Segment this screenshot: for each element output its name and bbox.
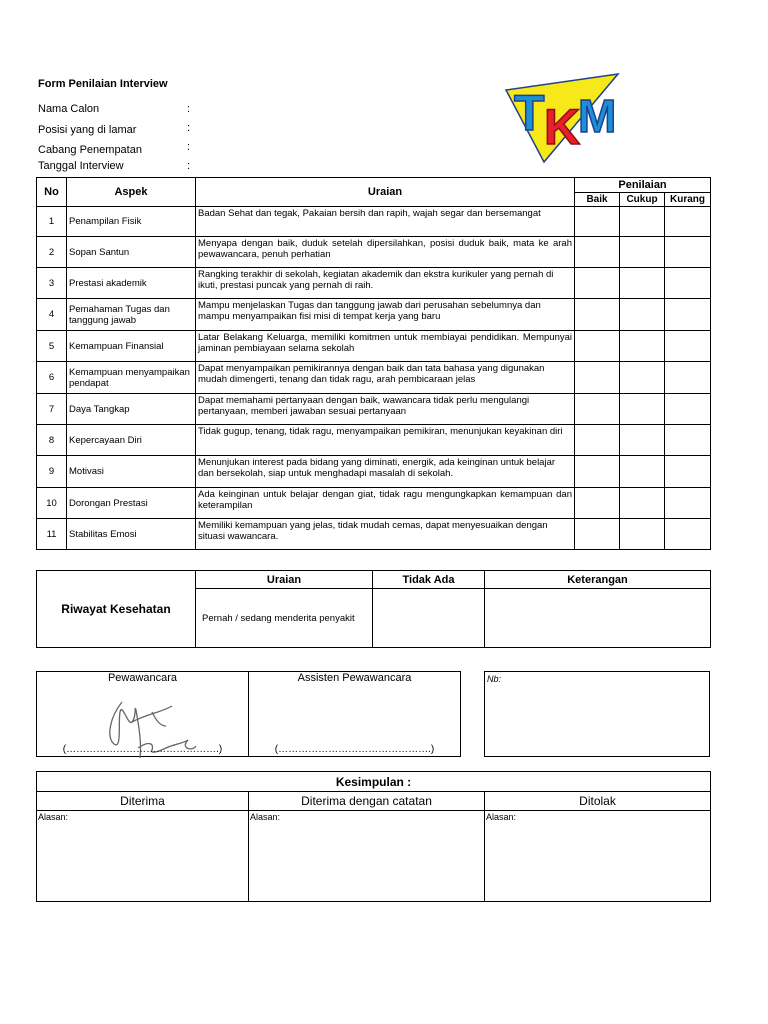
row-number: 6 — [37, 362, 67, 394]
row-uraian: Tidak gugup, tenang, tidak ragu, menyampaikan pemikiran, menunjukan keyakinan diri — [196, 425, 575, 456]
field-colon: : — [187, 103, 191, 115]
field-label-nama: Nama Calon — [38, 103, 100, 115]
score-cukup-cell[interactable] — [620, 425, 665, 456]
form-title: Form Penilaian Interview — [38, 78, 168, 90]
score-baik-cell[interactable] — [575, 425, 620, 456]
health-label: Riwayat Kesehatan — [37, 571, 196, 648]
score-cukup-cell[interactable] — [620, 299, 665, 331]
table-row — [37, 488, 711, 519]
header-baik: Baik — [575, 193, 620, 207]
option-ditolak[interactable]: Ditolak — [485, 792, 711, 811]
header-cukup: Cukup — [620, 193, 665, 207]
header-aspek: Aspek — [67, 178, 196, 207]
field-colon: : — [187, 122, 191, 134]
interviewer-signature-box[interactable] — [37, 672, 249, 757]
reason-label: Alasan: — [486, 812, 517, 822]
reason-box-ditolak[interactable] — [485, 811, 711, 902]
assistant-signature-box[interactable] — [249, 672, 461, 757]
score-kurang-cell[interactable] — [665, 519, 711, 550]
row-uraian: Latar Belakang Keluarga, memiliki komitmen untuk membiayai pendidikan. Mempunyai jaminan pembiayaan selama sekolah — [196, 331, 575, 362]
table-row — [37, 237, 711, 268]
row-aspek: Sopan Santun — [67, 237, 196, 268]
health-header-keterangan: Keterangan — [485, 571, 711, 589]
reason-box-diterima[interactable] — [37, 811, 249, 902]
row-number: 11 — [37, 519, 67, 550]
option-diterima-catatan[interactable]: Diterima dengan catatan — [249, 792, 485, 811]
score-baik-cell[interactable] — [575, 394, 620, 425]
svg-text:K: K — [544, 99, 581, 155]
row-aspek: Pemahaman Tugas dan tanggung jawab — [67, 299, 196, 331]
svg-text:T: T — [514, 85, 545, 141]
score-cukup-cell[interactable] — [620, 237, 665, 268]
score-cukup-cell[interactable] — [620, 456, 665, 488]
field-colon: : — [187, 141, 191, 153]
field-label-posisi: Posisi yang di lamar — [38, 124, 137, 136]
conclusion-table — [36, 771, 711, 902]
score-cukup-cell[interactable] — [620, 362, 665, 394]
score-baik-cell[interactable] — [575, 268, 620, 299]
header-uraian: Uraian — [196, 178, 575, 207]
score-baik-cell[interactable] — [575, 362, 620, 394]
score-baik-cell[interactable] — [575, 299, 620, 331]
field-colon: : — [187, 160, 191, 172]
row-number: 10 — [37, 488, 67, 519]
row-aspek: Daya Tangkap — [67, 394, 196, 425]
header-no: No — [37, 178, 67, 207]
assistant-sign-line: (……………………………………….) — [274, 744, 435, 755]
row-number: 3 — [37, 268, 67, 299]
score-kurang-cell[interactable] — [665, 362, 711, 394]
health-header-uraian: Uraian — [196, 571, 373, 589]
row-aspek: Kemampuan Finansial — [67, 331, 196, 362]
table-row — [37, 362, 711, 394]
score-kurang-cell[interactable] — [665, 237, 711, 268]
table-row — [37, 299, 711, 331]
row-uraian: Dapat menyampaikan pemikirannya dengan baik dan tata bahasa yang digunakan mudah dimengerti, tenang dan tidak ragu, arah pembicaraan jelas — [196, 362, 575, 394]
score-baik-cell[interactable] — [575, 456, 620, 488]
score-cukup-cell[interactable] — [620, 488, 665, 519]
score-baik-cell[interactable] — [575, 237, 620, 268]
option-diterima[interactable]: Diterima — [37, 792, 249, 811]
score-cukup-cell[interactable] — [620, 394, 665, 425]
table-row — [37, 394, 711, 425]
score-cukup-cell[interactable] — [620, 519, 665, 550]
row-uraian: Ada keinginan untuk belajar dengan giat, tidak ragu mengungkapkan kemampuan dan keterampilan — [196, 488, 575, 519]
row-number: 5 — [37, 331, 67, 362]
row-number: 4 — [37, 299, 67, 331]
score-kurang-cell[interactable] — [665, 331, 711, 362]
row-number: 8 — [37, 425, 67, 456]
score-baik-cell[interactable] — [575, 207, 620, 237]
score-kurang-cell[interactable] — [665, 299, 711, 331]
row-uraian: Badan Sehat dan tegak, Pakaian bersih dan rapih, wajah segar dan bersemangat — [196, 207, 575, 237]
row-uraian: Menunjukan interest pada bidang yang diminati, energik, ada keinginan untuk belajar dan bersekolah, siap untuk menghadapi masalah di sekolah. — [196, 456, 575, 488]
row-aspek: Stabilitas Emosi — [67, 519, 196, 550]
score-kurang-cell[interactable] — [665, 456, 711, 488]
row-aspek: Prestasi akademik — [67, 268, 196, 299]
company-logo — [500, 72, 622, 164]
score-baik-cell[interactable] — [575, 519, 620, 550]
assistant-label: Assisten Pewawancara — [297, 672, 412, 684]
table-row — [37, 331, 711, 362]
row-aspek: Dorongan Prestasi — [67, 488, 196, 519]
table-row — [37, 456, 711, 488]
field-label-tanggal: Tanggal Interview — [38, 160, 124, 172]
score-kurang-cell[interactable] — [665, 268, 711, 299]
reason-label: Alasan: — [38, 812, 69, 822]
row-aspek: Penampilan Fisik — [67, 207, 196, 237]
row-uraian: Rangking terakhir di sekolah, kegiatan akademik dan ekstra kurikuler yang pernah di ikuti, prestasi puncak yang pernah di raih. — [196, 268, 575, 299]
health-header-tidak-ada: Tidak Ada — [373, 571, 485, 589]
interviewer-label: Pewawancara — [107, 672, 178, 684]
score-cukup-cell[interactable] — [620, 331, 665, 362]
header-kurang: Kurang — [665, 193, 711, 207]
nb-box[interactable] — [484, 671, 710, 757]
row-number: 9 — [37, 456, 67, 488]
score-kurang-cell[interactable] — [665, 207, 711, 237]
keterangan-cell[interactable] — [485, 589, 711, 648]
score-kurang-cell[interactable] — [665, 425, 711, 456]
row-uraian: Memiliki kemampuan yang jelas, tidak mudah cemas, dapat menyesuaikan dengan situasi wawancara. — [196, 519, 575, 550]
signature-table — [36, 671, 461, 757]
score-cukup-cell[interactable] — [620, 268, 665, 299]
tidak-ada-cell[interactable] — [373, 589, 485, 648]
nb-label: Nb: — [487, 674, 502, 684]
row-number: 2 — [37, 237, 67, 268]
field-label-cabang: Cabang Penempatan — [38, 144, 142, 156]
interviewer-sign-line: (……………………………………….) — [62, 744, 223, 755]
score-baik-cell[interactable] — [575, 331, 620, 362]
table-row — [37, 425, 711, 456]
row-uraian: Mampu menjelaskan Tugas dan tanggung jawab dari perusahan sebelumnya dan mampu menyampaikan fisi misi di tempat kerja yang baru — [196, 299, 575, 331]
table-row — [37, 519, 711, 550]
score-cukup-cell[interactable] — [620, 207, 665, 237]
table-row — [37, 268, 711, 299]
score-kurang-cell[interactable] — [665, 394, 711, 425]
health-item: Pernah / sedang menderita penyakit — [196, 589, 373, 648]
table-row — [37, 207, 711, 237]
row-number: 1 — [37, 207, 67, 237]
row-number: 7 — [37, 394, 67, 425]
row-aspek: Kepercayaan Diri — [67, 425, 196, 456]
score-baik-cell[interactable] — [575, 488, 620, 519]
score-kurang-cell[interactable] — [665, 488, 711, 519]
assessment-table — [36, 177, 711, 550]
row-aspek: Motivasi — [67, 456, 196, 488]
reason-box-catatan[interactable] — [249, 811, 485, 902]
row-uraian: Dapat memahami pertanyaan dengan baik, wawancara tidak perlu mengulangi pertanyaan, memberi jawaban sesuai pertanyaan — [196, 394, 575, 425]
reason-label: Alasan: — [250, 812, 281, 822]
row-uraian: Menyapa dengan baik, duduk setelah dipersilahkan, posisi duduk baik, mata ke arah pewawancara, penuh perhatian — [196, 237, 575, 268]
header-penilaian: Penilaian — [575, 178, 711, 193]
svg-text:M: M — [578, 90, 617, 142]
row-aspek: Kemampuan menyampaikan pendapat — [67, 362, 196, 394]
health-history-table — [36, 570, 711, 648]
conclusion-title: Kesimpulan : — [37, 772, 711, 792]
